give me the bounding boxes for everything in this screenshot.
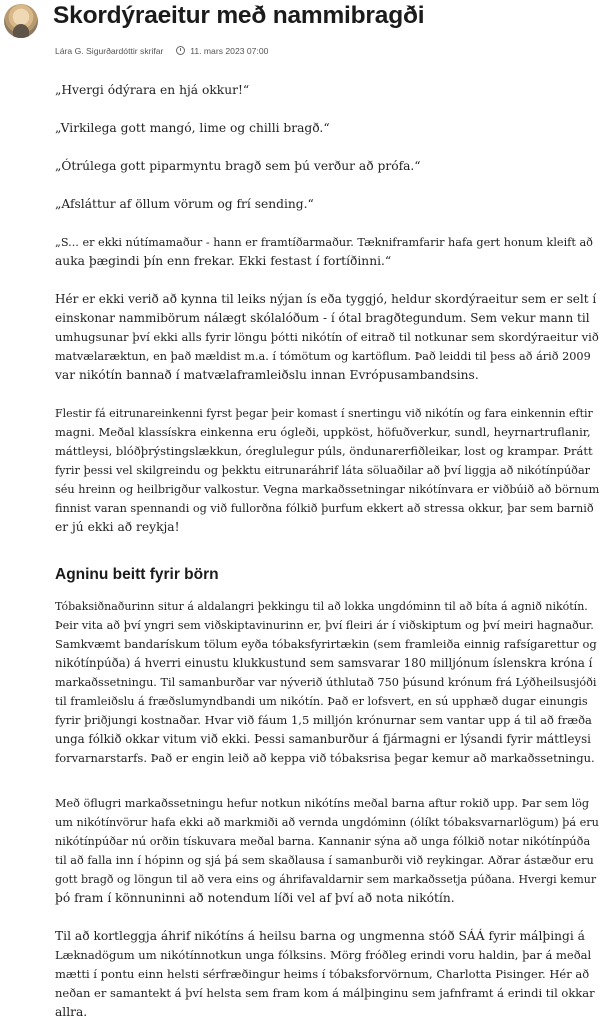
paragraph-3-line: markaðssetningu. Til samanburðar var nýverið úthlutað 750 þúsund krónum frá Lýðheilsusjóði	[55, 676, 597, 689]
paragraph-3-line: Samkvæmt bandarískum tölum eyða tóbaksfyrirtækin (sem framleiða einnig rafsígarettur og	[55, 637, 597, 651]
paragraph-3-line: unga fólkið okkar vitum við ekki. Þessi samanburður á fjármagni er lýsandi fyrir máttleysi	[55, 732, 591, 746]
paragraph-1-line: var nikótín bannað í matvælaframleiðslu innan Evrópusambandsins.	[55, 368, 479, 382]
quote-3: „Ótrúlega gott piparmyntu bragð sem þú verður að prófa.“	[55, 159, 421, 173]
paragraph-1-line: Hér er ekki verið að kynna til leiks nýjan ís eða tyggjó, heldur skordýraeitur sem er selt í	[55, 292, 597, 306]
paragraph-4-line: nikótínpúðar nú orðin tískuvara meðal barna. Kannanir sýna að unga fólkið notar nikótínpúða	[55, 835, 591, 848]
paragraph-2-line: máttleysi, blóðþrýstingslækkun, óreglulegur púls, öndunarerfiðleikar, lost og krampar. Þrátt	[55, 444, 593, 458]
paragraph-1-line: einskonar nammibörum nálægt skólalóðum - í ótal bragðtegundum. Sem vekur mann til	[55, 311, 590, 325]
paragraph-4-line: Með öflugri markaðssetningu hefur notkun nikótíns meðal barna aftur rokið upp. Þar sem lög	[55, 797, 590, 810]
paragraph-2-line: fyrir þessi vel skilgreindu og þekktu eitrunaráhrif láta söluaðilar að því liggja að nikótínpúðar	[55, 464, 591, 477]
paragraph-2-line: Flestir fá eitrunareinkenni fyrst þegar þeir komast í snertingu við nikótín og fara einkennin eftir	[55, 407, 593, 420]
paragraph-3-line: fyrir þriðjungi kostnaðar. Hvar við fáum 1,5 milljón krónurnar sem vantar upp á til að fræða	[55, 713, 592, 727]
paragraph-5-line: neðan er samantekt á því helsta sem fram kom á málþinginu sem jafnframt á erindi til okkar	[55, 986, 595, 1000]
paragraph-1-line: umhugsunar því ekki alls fyrir löngu þótti nikótín of eitrað til notkunar sem skordýraeitur við	[55, 330, 599, 344]
article-meta	[55, 46, 268, 56]
paragraph-4-line: gott bragð og löngun til að vera eins og áhrifavaldarnir sem markaðssetja púðana. Hvergi kemur	[55, 873, 597, 886]
paragraph-2-line: er jú ekki að reykja!	[55, 520, 180, 534]
paragraph-5-line: Til að kortleggja áhrif nikótíns á heilsu barna og ungmenna stóð SÁÁ fyrir málþingi á	[55, 929, 585, 943]
quote-5-line: „S... er ekki nútímamaður - hann er framtíðarmaður. Tækniframfarir hafa gert honum kleift að	[55, 236, 593, 249]
quote-4: „Afsláttur af öllum vörum og frí sending.“	[55, 197, 314, 211]
paragraph-4-line: til að falla inn í hópinn og sjá þá sem skaðlausa í samanburði við reykingar. Aðrar ástæður eru	[55, 854, 594, 867]
publish-date: 11. mars 2023 07:00	[190, 46, 269, 56]
paragraph-2-line: séu hreinn og heilbrigður valkostur. Vegna markaðssetningar nikótínvara er viðbúið að börnum	[55, 483, 600, 496]
paragraph-3-line: Þeir vita að því yngri sem viðskiptavinurinn er, því fleiri ár í viðskiptum og því meiri hagnaður.	[55, 619, 594, 632]
paragraph-5-line: Læknadögum um nikótínnotkun unga fólksins. Mörg fróðleg erindi voru haldin, þar á meðal	[55, 948, 592, 962]
section-heading: Agninu beitt fyrir börn	[55, 566, 219, 583]
author-byline[interactable]: Lára G. Sigurðardóttir skrifar	[55, 46, 164, 56]
paragraph-3-line: nikótínpúða) á hverri einustu klukkustund sem samsvarar 180 milljónum íslenskra króna í	[55, 656, 593, 670]
quote-5-line: auka þægindi þín enn frekar. Ekki festast í fortíðinni.“	[55, 254, 392, 268]
paragraph-5-line: allra.	[55, 1005, 88, 1019]
paragraph-4-line: þó fram í könnuninni að notendum líði vel af því að nota nikótín.	[55, 891, 455, 905]
paragraph-2-line: finnist varan spennandi og við fullorðna fólkið þurfum ekkert að stressa okkur, þar sem barnið	[55, 502, 594, 515]
quote-2: „Virkilega gott mangó, lime og chilli bragð.“	[55, 121, 330, 135]
article-title: Skordýraeitur með nammibragði	[53, 2, 425, 29]
paragraph-3-line: til framleiðslu á fræðslumyndbandi um nikótín. Það er lofsvert, en sú upphæð dugar einungis	[55, 695, 588, 708]
paragraph-3-line: Tóbaksiðnaðurinn situr á aldalangri þekkingu til að lokka ungdóminn til að bíta á agnið nikótín.	[55, 600, 588, 613]
clock-icon	[176, 46, 185, 55]
paragraph-2-line: magni. Meðal klassískra einkenna eru ógleði, uppköst, höfuðverkur, sundl, heyrnartruflanir,	[55, 425, 591, 439]
paragraph-5-line: mætti í pontu einn helsti sérfræðingur heims í tóbaksforvörnum, Charlotta Pisinger. Hér að	[55, 967, 590, 981]
quote-1: „Hvergi ódýrara en hjá okkur!“	[55, 83, 250, 97]
author-avatar[interactable]	[4, 4, 38, 38]
paragraph-1-line: matvælaræktun, en það mældist m.a. í tómötum og kartöflum. Það leiddi til þess að árið 2009	[55, 350, 591, 363]
paragraph-4-line: um nikótínvörur hafa ekki að markmiði að vernda ungdóminn (ólíkt tóbaksvarnarlögum) þá eru	[55, 816, 599, 829]
paragraph-3-line: forvarnarstarfs. Það er engin leið að keppa við tóbaksrisa þegar kemur að markaðssetningu.	[55, 751, 595, 765]
article-header	[0, 0, 600, 64]
